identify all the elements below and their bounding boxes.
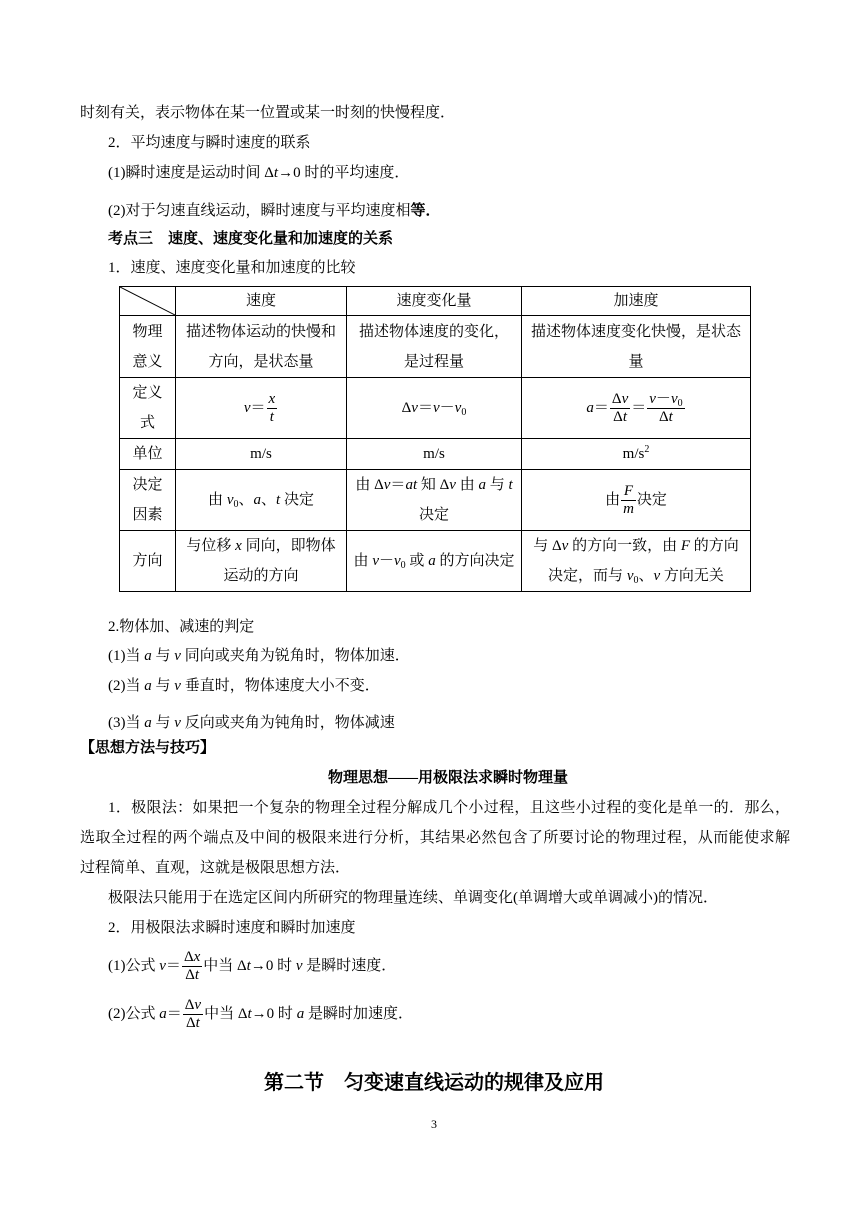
math-symbol: Δ bbox=[611, 390, 622, 407]
math-variable: a bbox=[144, 715, 152, 731]
text-run: →0 时 bbox=[250, 958, 296, 974]
math-variable: t bbox=[195, 1015, 200, 1032]
math-symbol: Δ bbox=[183, 949, 194, 966]
table-cell bbox=[522, 439, 751, 470]
method-subheading: 物理思想——用极限法求瞬时物理量 bbox=[328, 770, 569, 786]
diagonal-divider bbox=[120, 287, 175, 315]
paragraph-line: 选取全过程的两个端点及中间的极限来进行分析，其结果必然包含了所要讨论的物理过程，从而能使求解 bbox=[80, 830, 790, 846]
math-variable: a bbox=[478, 477, 486, 493]
math-variable: x bbox=[193, 949, 201, 966]
math-variable: v bbox=[561, 538, 569, 554]
table-cell bbox=[176, 531, 347, 592]
row-label: 物理意义 bbox=[120, 316, 176, 378]
column-header-velocity: 速度 bbox=[176, 287, 347, 316]
math-variable: v bbox=[226, 492, 234, 508]
math-subscript: 0 bbox=[633, 575, 639, 586]
bold-text-run: 等． bbox=[410, 203, 441, 219]
text-run: 由 bbox=[353, 553, 373, 569]
math-operator: ＝ bbox=[631, 399, 647, 416]
math-variable: a bbox=[296, 1006, 305, 1022]
text-run: 方向无关 bbox=[660, 568, 724, 584]
table-cell bbox=[522, 470, 751, 531]
math-variable: F bbox=[623, 482, 634, 499]
text-run: 的方向一致，由 bbox=[568, 538, 681, 554]
fraction-denominator bbox=[182, 967, 202, 984]
fraction-numerator bbox=[267, 391, 278, 409]
text-run: 与 Δ bbox=[533, 538, 562, 554]
math-operator: － bbox=[655, 390, 671, 407]
row-label: 单位 bbox=[120, 439, 176, 470]
text-run: 与 bbox=[151, 715, 175, 731]
text-run: 由 bbox=[455, 477, 479, 493]
text-run: 知 Δ bbox=[417, 477, 450, 493]
math-variable: t bbox=[247, 1006, 252, 1022]
text-run: 的方向决定 bbox=[435, 553, 515, 569]
fraction bbox=[182, 949, 202, 984]
math-subscript: 0 bbox=[233, 499, 239, 510]
math-variable: F bbox=[680, 538, 690, 554]
text-run: 或 bbox=[405, 553, 429, 569]
fraction-numerator bbox=[610, 391, 630, 409]
fraction-denominator bbox=[621, 501, 636, 518]
math-variable: t bbox=[668, 408, 673, 425]
text-run: 与 bbox=[151, 678, 175, 694]
text-run: 同向，即物体 bbox=[241, 538, 336, 554]
text-run: 、 bbox=[638, 568, 654, 584]
math-variable: v bbox=[649, 390, 656, 407]
math-variable: a bbox=[428, 553, 436, 569]
math-variable: x bbox=[268, 390, 276, 407]
math-variable: v bbox=[159, 958, 166, 974]
math-variable: v bbox=[621, 390, 629, 407]
math-operator: － bbox=[439, 400, 455, 416]
math-symbol: Δ bbox=[185, 967, 195, 984]
fraction bbox=[267, 391, 278, 426]
math-variable: v bbox=[454, 400, 462, 416]
fraction-numerator bbox=[647, 391, 684, 409]
speed-change-case-3 bbox=[108, 713, 395, 733]
table-row-definition bbox=[120, 378, 751, 439]
math-symbol: Δ bbox=[659, 408, 669, 425]
speed-change-case-2 bbox=[108, 676, 380, 696]
text-run: 垂直时，物体速度大小不变． bbox=[180, 678, 380, 694]
row-label: 定义式 bbox=[120, 378, 176, 439]
method-heading: 【思想方法与技巧】 bbox=[80, 740, 216, 756]
row-label: 决定因素 bbox=[120, 470, 176, 531]
intro-line: 时刻有关，表示物体在某一位置或某一时刻的快慢程度． bbox=[80, 105, 456, 121]
column-header-velocity-change: 速度变化量 bbox=[347, 287, 522, 316]
unit-text: m/s bbox=[622, 446, 645, 462]
math-subscript: 0 bbox=[677, 397, 683, 409]
table-cell bbox=[347, 470, 522, 531]
table-row-direction bbox=[120, 531, 751, 592]
text-run: →0 时 bbox=[251, 1006, 297, 1022]
math-variable: v bbox=[295, 958, 303, 974]
table-cell bbox=[347, 531, 522, 592]
fraction-numerator bbox=[182, 949, 202, 967]
table-cell bbox=[522, 531, 751, 592]
math-variable: v bbox=[174, 648, 181, 664]
text-run: →0 时的平均速度． bbox=[278, 165, 410, 181]
math-variable: x bbox=[235, 538, 242, 554]
comparison-title: 1．速度、速度变化量和加速度的比较 bbox=[108, 260, 356, 276]
table-row-meaning bbox=[120, 316, 751, 378]
text-run: 的方向 bbox=[690, 538, 739, 554]
table-cell: 描述物体速度的变化，是过程量 bbox=[347, 316, 522, 378]
math-variable: a bbox=[159, 1006, 167, 1022]
math-variable: t bbox=[194, 967, 200, 984]
text-run: 运动的方向 bbox=[223, 568, 299, 584]
math-operator: ＝ bbox=[250, 399, 266, 416]
text-run: 与位移 bbox=[186, 538, 236, 554]
relation-title: 2．平均速度与瞬时速度的联系 bbox=[108, 135, 311, 151]
math-subscript: 0 bbox=[461, 407, 467, 418]
math-variable: v bbox=[383, 477, 391, 493]
math-variable: v bbox=[243, 399, 251, 416]
math-variable: a bbox=[144, 648, 152, 664]
math-variable: t bbox=[246, 958, 251, 974]
text-run: 、 bbox=[261, 492, 277, 508]
row-label: 方向 bbox=[120, 531, 176, 592]
text-run: 决定 bbox=[280, 492, 314, 508]
text-run: 由 bbox=[605, 491, 621, 508]
math-variable: v bbox=[626, 568, 634, 584]
math-variable: v bbox=[653, 568, 661, 584]
text-run: 中当 Δ bbox=[204, 1006, 248, 1022]
fraction-denominator bbox=[183, 1015, 203, 1032]
math-operator: ＝ bbox=[417, 400, 433, 416]
math-variable: v bbox=[174, 715, 181, 731]
table-header-row bbox=[120, 287, 751, 316]
math-symbol: Δ bbox=[401, 400, 412, 416]
text-run: (2)对于匀速直线运动，瞬时速度与平均速度相 bbox=[108, 203, 411, 219]
text-run: 反向或夹角为钝角时，物体减速 bbox=[180, 715, 395, 731]
math-operator: － bbox=[378, 553, 394, 569]
fraction-denominator bbox=[267, 409, 278, 426]
math-variable: m bbox=[623, 500, 634, 517]
math-symbol: Δ bbox=[186, 1015, 196, 1032]
math-variable: at bbox=[405, 477, 418, 493]
math-variable: v bbox=[411, 400, 418, 416]
fraction-denominator bbox=[647, 409, 684, 426]
column-header-acceleration: 加速度 bbox=[522, 287, 751, 316]
text-run: (3)当 bbox=[108, 715, 145, 731]
relation-item-2 bbox=[108, 201, 441, 221]
table-row-factors bbox=[120, 470, 751, 531]
corner-cell bbox=[120, 287, 176, 316]
table-cell bbox=[347, 378, 522, 439]
math-operator: ＝ bbox=[593, 399, 609, 416]
math-variable: v bbox=[372, 553, 379, 569]
text-run: (1)公式 bbox=[108, 958, 160, 974]
table-row-unit bbox=[120, 439, 751, 470]
math-variable: a bbox=[253, 492, 261, 508]
limit-scope-text: 极限法只能用于在选定区间内所研究的物理量连续、单调变化(单调增大或单调减小)的情况． bbox=[108, 890, 718, 906]
page-number: 3 bbox=[431, 1117, 437, 1131]
text-run: 中当 Δ bbox=[203, 958, 247, 974]
math-variable: v bbox=[174, 678, 181, 694]
math-variable: v bbox=[194, 997, 202, 1014]
table-cell bbox=[176, 378, 347, 439]
table-cell: m/s bbox=[176, 439, 347, 470]
text-run: 由 bbox=[208, 492, 227, 508]
fraction-numerator bbox=[621, 483, 636, 501]
table-cell: 描述物体运动的快慢和方向，是状态量 bbox=[176, 316, 347, 378]
formula-instant-acceleration bbox=[108, 994, 413, 1034]
math-symbol: Δ bbox=[613, 408, 623, 425]
math-variable: t bbox=[269, 408, 274, 425]
text-run: (2)公式 bbox=[108, 1006, 160, 1022]
fraction bbox=[610, 391, 630, 426]
paragraph-line: 过程简单、直观，这就是极限思想方法． bbox=[80, 860, 351, 876]
text-run: (2)当 bbox=[108, 678, 145, 694]
fraction-numerator bbox=[183, 997, 203, 1015]
math-variable: v bbox=[670, 390, 678, 407]
math-subscript: 0 bbox=[400, 560, 406, 571]
math-symbol: Δ bbox=[184, 997, 195, 1014]
math-operator: ＝ bbox=[390, 477, 406, 493]
math-variable: v bbox=[394, 553, 401, 569]
text-run: (1)瞬时速度是运动时间 Δ bbox=[108, 165, 274, 181]
section-heading: 第二节 匀变速直线运动的规律及应用 bbox=[264, 1072, 604, 1094]
math-superscript: 2 bbox=[644, 444, 650, 455]
text-run: 与 bbox=[485, 477, 509, 493]
table-cell: 描述物体速度变化快慢，是状态量 bbox=[522, 316, 751, 378]
math-variable: t bbox=[622, 408, 627, 425]
paragraph-line: 1．极限法：如果把一个复杂的物理全过程分解成几个小过程，且这些小过程的变化是单一的．那么， bbox=[108, 800, 790, 816]
math-operator: ＝ bbox=[166, 1006, 182, 1022]
topic-title: 考点三 速度、速度变化量和加速度的关系 bbox=[108, 231, 394, 247]
math-variable: v bbox=[432, 400, 440, 416]
text-run: 是瞬时加速度． bbox=[304, 1006, 413, 1022]
table-cell bbox=[522, 378, 751, 439]
text-run: 同向或夹角为锐角时，物体加速． bbox=[180, 648, 410, 664]
formula-instant-velocity bbox=[108, 946, 396, 986]
math-operator: ＝ bbox=[165, 958, 181, 974]
text-run: 与 bbox=[151, 648, 175, 664]
fraction bbox=[647, 391, 684, 426]
fraction bbox=[621, 483, 636, 518]
relation-item-1 bbox=[108, 163, 409, 183]
text-run: 由 Δ bbox=[355, 477, 384, 493]
text-run: 、 bbox=[238, 492, 254, 508]
text-run: 决定，而与 bbox=[548, 568, 627, 584]
math-variable: a bbox=[144, 678, 152, 694]
text-run: 决定 bbox=[636, 491, 667, 508]
math-variable: t bbox=[273, 165, 279, 181]
math-variable: v bbox=[449, 477, 456, 493]
table-cell: m/s bbox=[347, 439, 522, 470]
math-variable: t bbox=[508, 477, 513, 493]
speed-change-title: 2.物体加、减速的判定 bbox=[108, 619, 255, 635]
usage-title: 2．用极限法求瞬时速度和瞬时加速度 bbox=[108, 920, 356, 936]
table-cell bbox=[176, 470, 347, 531]
text-run: 是瞬时速度． bbox=[302, 958, 397, 974]
text-run: 决定 bbox=[418, 507, 449, 523]
math-variable: a bbox=[586, 399, 594, 416]
fraction bbox=[183, 997, 203, 1032]
text-run: (1)当 bbox=[108, 648, 145, 664]
fraction-denominator bbox=[610, 409, 630, 426]
comparison-table bbox=[119, 286, 751, 592]
speed-change-case-1 bbox=[108, 646, 410, 666]
math-variable: t bbox=[276, 492, 281, 508]
